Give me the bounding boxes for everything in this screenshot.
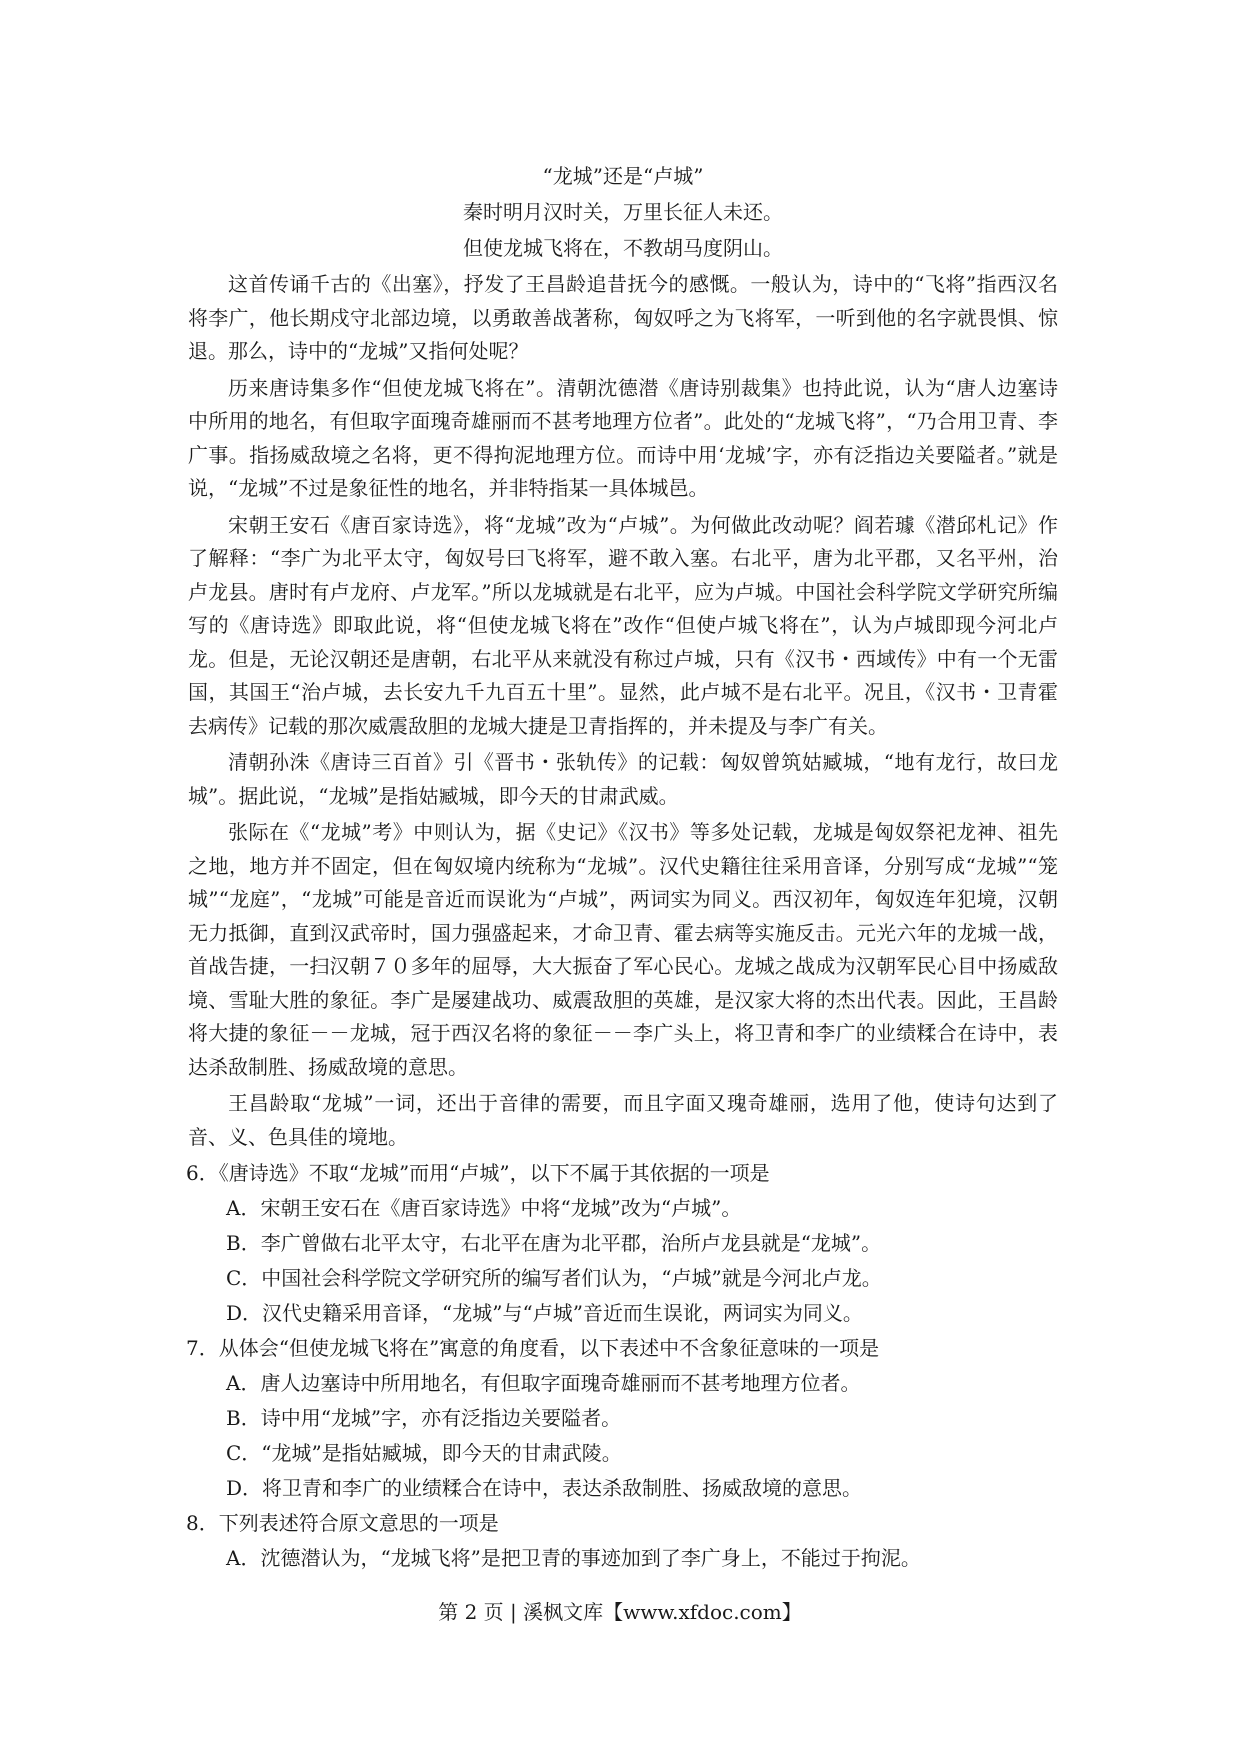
question-8-stem: 8．下列表述符合原文意思的一项是 xyxy=(186,1511,499,1535)
question-7-option-b: B．诗中用“龙城”字，亦有泛指边关要隘者。 xyxy=(226,1406,622,1430)
question-6-option-c: C．中国社会科学院文学研究所的编写者们认为，“卢城”就是今河北卢龙。 xyxy=(226,1266,882,1290)
page-footer: 第 2 页 | 溪枫文库【www.xfdoc.com】 xyxy=(438,1600,802,1624)
poem-line-2: 但使龙城飞将在，不教胡马度阴山。 xyxy=(463,236,783,260)
question-7-stem: 7．从体会“但使龙城飞将在”寓意的角度看，以下表述中不含象征意味的一项是 xyxy=(186,1336,880,1360)
paragraph-1: 这首传诵千古的《出塞》，抒发了王昌龄追昔抚今的感慨。一般认为，诗中的“飞将”指西汉名将李广，他长期戍守北部边境，以勇敢善战著称，匈奴呼之为飞将军，一听到他的名字就畏惧、惊退。那么，诗中的“龙城”又指何处呢？ xyxy=(188,272,1058,363)
paragraph-6: 王昌龄取“龙城”一词，还出于音律的需要，而且字面又瑰奇雄丽，选用了他，使诗句达到了音、义、色具佳的境地。 xyxy=(188,1091,1058,1149)
question-8-option-a: A．沈德潜认为，“龙城飞将”是把卫青的事迹加到了李广身上，不能过于拘泥。 xyxy=(226,1546,921,1570)
question-7-option-a: A．唐人边塞诗中所用地名，有但取字面瑰奇雄丽而不甚考地理方位者。 xyxy=(226,1371,861,1395)
question-7-option-c: C．“龙城”是指姑臧城，即今天的甘肃武陵。 xyxy=(226,1441,622,1465)
paragraph-2: 历来唐诗集多作“但使龙城飞将在”。清朝沈德潜《唐诗别裁集》也持此说，认为“唐人边塞诗中所用的地名，有但取字面瑰奇雄丽而不甚考地理方位者”。此处的“龙城飞将”，“乃合用卫青、李广事。指扬威敌境之名将，更不得拘泥地理方位。而诗中用‘龙城’字，亦有泛指边关要隘者。”就是说，“龙城”不过是象征性的地名，并非特指某一具体城邑。 xyxy=(188,375,1058,500)
question-6-stem: 6．《唐诗选》不取“龙城”而用“卢城”，以下不属于其依据的一项是 xyxy=(186,1161,770,1185)
paragraph-4: 清朝孙洙《唐诗三百首》引《晋书・张轨传》的记载：匈奴曾筑姑臧城，“地有龙行，故曰龙城”。据此说，“龙城”是指姑臧城，即今天的甘肃武威。 xyxy=(188,750,1058,808)
poem-line-1: 秦时明月汉时关，万里长征人未还。 xyxy=(463,200,783,224)
question-6-option-b: B．李广曾做右北平太守，右北平在唐为北平郡，治所卢龙县就是“龙城”。 xyxy=(226,1231,882,1255)
question-6-option-a: A．宋朝王安石在《唐百家诗选》中将“龙城”改为“卢城”。 xyxy=(226,1196,742,1220)
question-6-option-d: D．汉代史籍采用音译，“龙城”与“卢城”音近而生误讹，两词实为同义。 xyxy=(226,1301,863,1325)
question-7-option-d: D．将卫青和李广的业绩糅合在诗中，表达杀敌制胜、扬威敌境的意思。 xyxy=(226,1476,863,1500)
paragraph-3: 宋朝王安石《唐百家诗选》，将“龙城”改为“卢城”。为何做此改动呢？阎若璩《潜邱札记》作了解释：“李广为北平太守，匈奴号曰飞将军，避不敢入塞。右北平，唐为北平郡，又名平州，治卢龙县。唐时有卢龙府、卢龙军。”所以龙城就是右北平，应为卢城。中国社会科学院文学研究所编写的《唐诗选》即取此说，将“但使龙城飞将在”改作“但使卢城飞将在”，认为卢城即现今河北卢龙。但是，无论汉朝还是唐朝，右北平从来就没有称过卢城，只有《汉书・西域传》中有一个无雷国，其国王“治卢城，去长安九千九百五十里”。显然，此卢城不是右北平。况且，《汉书・卫青霍去病传》记载的那次威震敌胆的龙城大捷是卫青指挥的，并未提及与李广有关。 xyxy=(188,512,1058,738)
article-title: “龙城”还是“卢城” xyxy=(542,164,704,188)
paragraph-5: 张际在《“龙城”考》中则认为，据《史记》《汉书》等多处记载，龙城是匈奴祭祀龙神、祖先之地，地方并不固定，但在匈奴境内统称为“龙城”。汉代史籍往往采用音译，分别写成“龙城”“笼城”“龙庭”，“龙城”可能是音近而误讹为“卢城”，两词实为同义。西汉初年，匈奴连年犯境，汉朝无力抵御，直到汉武帝时，国力强盛起来，才命卫青、霍去病等实施反击。元光六年的龙城一战，首战告捷，一扫汉朝７０多年的屈辱，大大振奋了军心民心。龙城之战成为汉朝军民心目中扬威敌境、雪耻大胜的象征。李广是屡建战功、威震敌胆的英雄，是汉家大将的杰出代表。因此，王昌龄将大捷的象征－－龙城，冠于西汉名将的象征－－李广头上，将卫青和李广的业绩糅合在诗中，表达杀敌制胜、扬威敌境的意思。 xyxy=(188,820,1058,1079)
document-body xyxy=(188,160,1058,1577)
